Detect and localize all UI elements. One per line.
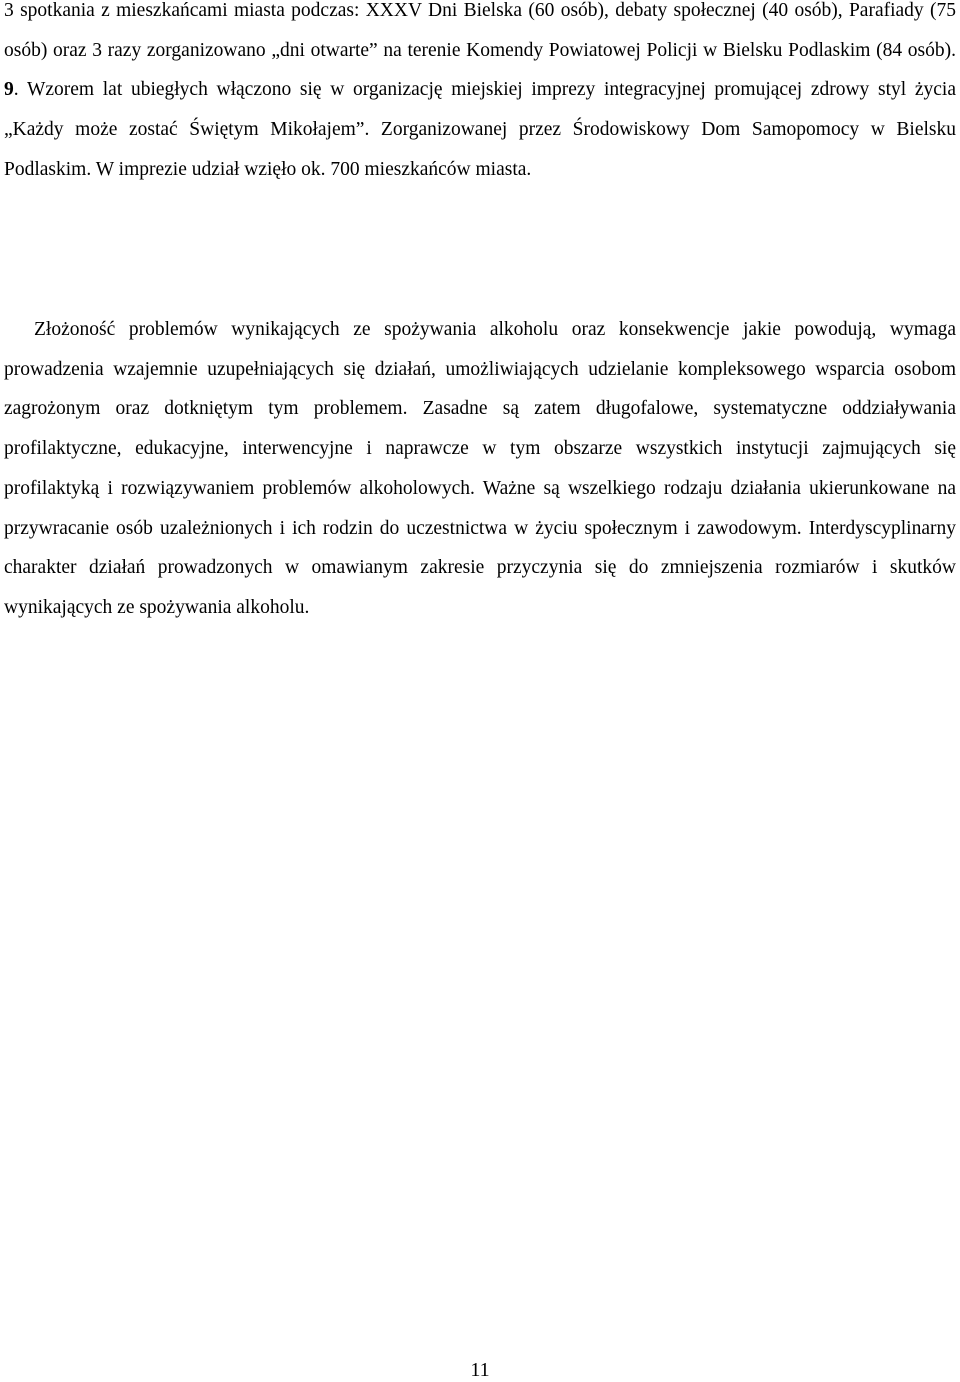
paragraph-alcohol-problems: Złożoność problemów wynikających ze spożywania alkoholu oraz konsekwencje jakie powodują, wymaga prowadzenia wzajemnie uzupełniających się działań, umożliwiających udzielanie kompleksowego wsparcia osobom zagrożonym oraz dotkniętym tym problemem. Zasadne są zatem długofalowe, systematyczne oddziaływania profilaktyczne, edukacyjne, interwencyjne i naprawcze w tym obszarze wszystkich instytucji zajmujących się profilaktyką i rozwiązywaniem problemów alkoholowych. Ważne są wszelkiego rodzaju działania ukierunkowane na przywracanie osób uzależnionych i ich rodzin do uczestnictwa w życiu społecznym i zawodowym. Interdyscyplinarny charakter działań prowadzonych w omawianym zakresie przyczynia się do zmniejszenia rozmiarów i skutków wynikających ze spożywania alkoholu. (4, 319, 956, 618)
paragraph-activities-intro: 3 spotkania z mieszkańcami miasta podczas: XXXV Dni Bielska (60 osób), debaty społecznej (40 osób), Parafiady (75 osób) oraz 3 razy zorganizowano „dni otwarte” na terenie Komendy Powiatowej Policji w Bielsku Podlaskim (84 osób). (4, 0, 956, 61)
list-item-text: . Wzorem lat ubiegłych włączono się w organizację miejskiej imprezy integracyjnej promującej zdrowy styl życia „Każdy może zostać Świętym Mikołajem”. Zorganizowanej przez Środowiskowy Dom Samopomocy w Bielsku Podlaskim. W imprezie udział wzięło ok. 700 mieszkańców miasta. (4, 79, 956, 180)
page-number: 11 (470, 1359, 490, 1381)
paragraph-activities (4, 0, 956, 190)
list-item-number: 9 (4, 79, 14, 101)
